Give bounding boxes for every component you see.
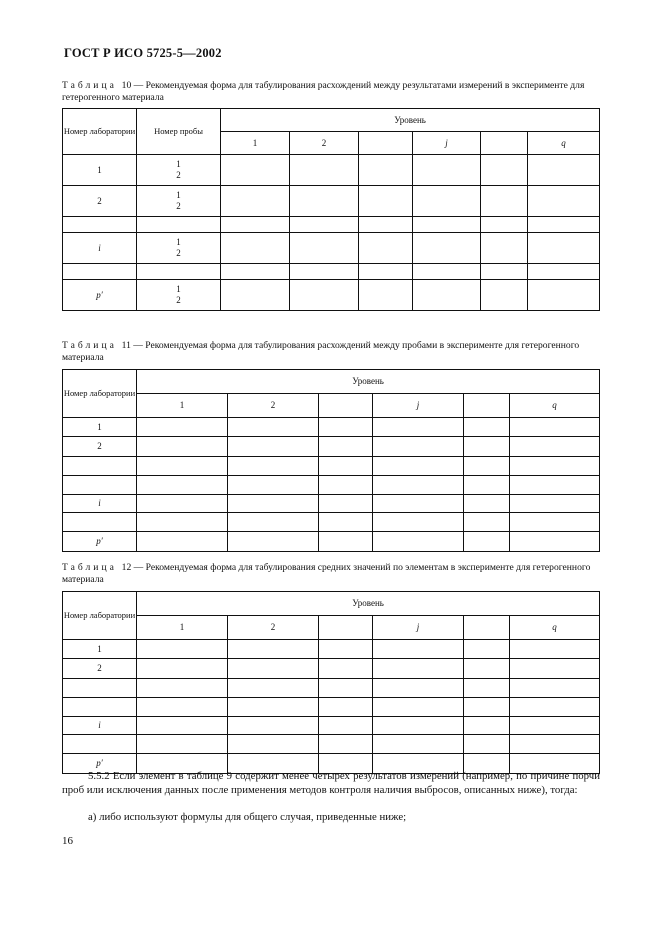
table11-caption-text: 11 — Рекомендуемая форма для табулирования расхождений между пробами в эксперименте для гетерогенного материала	[62, 340, 580, 363]
table10-caption	[62, 80, 600, 103]
table11	[62, 369, 600, 552]
table-row	[63, 280, 600, 311]
table11-caption	[62, 340, 600, 363]
table10-level-cell: q	[528, 132, 600, 155]
table12-level-cell: j	[373, 616, 464, 640]
table10-level-cell: j	[413, 132, 481, 155]
table-row	[63, 418, 600, 437]
table-row	[63, 264, 600, 280]
table11-lab-cell: 2	[63, 437, 137, 457]
table10-lab-cell: p′	[63, 280, 137, 311]
table-row	[63, 640, 600, 659]
paragraph-5-5-2: 5.5.2 Если элемент в таблице 9 содержит менее четырех результатов измерений (например, по причине порчи проб или исключения данных после применения методов контроля наличия выбросов, описанных ниже), тогда:	[62, 770, 600, 796]
table10-sample-cell	[137, 264, 221, 280]
table10-label: Таблица	[62, 80, 117, 91]
page-header: ГОСТ Р ИСО 5725-5—2002	[64, 46, 222, 60]
table-row	[63, 679, 600, 698]
table11-level-cell: 2	[228, 394, 319, 418]
table11-lab-cell	[63, 457, 137, 476]
table10-sample-cell: 1 2	[137, 233, 221, 264]
table10-level-header: Уровень	[221, 109, 600, 132]
table11-lab-cell: p′	[63, 532, 137, 552]
table12-level-cell: 2	[228, 616, 319, 640]
table12	[62, 591, 600, 774]
table-row	[63, 186, 600, 217]
table10-lab-cell	[63, 217, 137, 233]
table12-lab-header: Номер лаборатории	[63, 592, 137, 640]
table10-lab-cell: 2	[63, 186, 137, 217]
table10-sample-cell: 1 2	[137, 280, 221, 311]
table10-caption-text: 10 — Рекомендуемая форма для табулирования расхождений между результатами измерений в эксперименте для гетерогенного материала	[62, 80, 585, 103]
table-row	[63, 532, 600, 552]
table11-level-cell	[319, 394, 373, 418]
table10-sample-header: Номер пробы	[137, 109, 221, 155]
table-row	[63, 659, 600, 679]
table11-lab-header: Номер лаборатории	[63, 370, 137, 418]
table-row	[63, 155, 600, 186]
table-row	[63, 217, 600, 233]
table11-level-cell	[464, 394, 510, 418]
table-row	[63, 717, 600, 735]
table11-level-header: Уровень	[137, 370, 600, 394]
table11-lab-cell	[63, 476, 137, 495]
table12-lab-cell	[63, 679, 137, 698]
table12-level-cell	[319, 616, 373, 640]
table10-level-cell: 1	[221, 132, 290, 155]
table10-sample-cell: 1 2	[137, 155, 221, 186]
paragraph-item-a: а) либо используют формулы для общего случая, приведенные ниже;	[88, 811, 407, 823]
table-row	[63, 437, 600, 457]
table10-lab-header: Номер лаборатории	[63, 109, 137, 155]
table-row	[63, 735, 600, 754]
table-row	[63, 513, 600, 532]
table10-sample-cell: 1 2	[137, 186, 221, 217]
table11-label: Таблица	[62, 340, 117, 351]
table12-level-cell: q	[510, 616, 600, 640]
table11-level-cell: q	[510, 394, 600, 418]
table12-label: Таблица	[62, 562, 117, 573]
table10-level-cell: 2	[290, 132, 359, 155]
table12-lab-cell: i	[63, 717, 137, 735]
table-row	[63, 476, 600, 495]
table-row	[63, 233, 600, 264]
table12-level-header: Уровень	[137, 592, 600, 616]
table11-level-cell: 1	[137, 394, 228, 418]
table12-lab-cell	[63, 698, 137, 717]
table10-lab-cell: 1	[63, 155, 137, 186]
table12-level-cell: 1	[137, 616, 228, 640]
table12-caption	[62, 562, 600, 585]
table10-lab-cell: i	[63, 233, 137, 264]
table-row	[63, 457, 600, 476]
table-row	[63, 495, 600, 513]
table10-level-cell	[481, 132, 528, 155]
table12-caption-text: 12 — Рекомендуемая форма для табулирования средних значений по элементам в эксперименте для гетерогенного материала	[62, 562, 591, 585]
table12-level-cell	[464, 616, 510, 640]
table11-level-cell: j	[373, 394, 464, 418]
table10-lab-cell	[63, 264, 137, 280]
table11-lab-cell: 1	[63, 418, 137, 437]
page-number: 16	[62, 835, 73, 847]
table11-lab-cell: i	[63, 495, 137, 513]
table10-level-cell	[359, 132, 413, 155]
table12-lab-cell: 2	[63, 659, 137, 679]
table10	[62, 108, 600, 311]
table12-lab-cell: p′	[63, 754, 137, 774]
table12-lab-cell: 1	[63, 640, 137, 659]
table-row	[63, 698, 600, 717]
table10-sample-cell	[137, 217, 221, 233]
table12-lab-cell	[63, 735, 137, 754]
table11-lab-cell	[63, 513, 137, 532]
